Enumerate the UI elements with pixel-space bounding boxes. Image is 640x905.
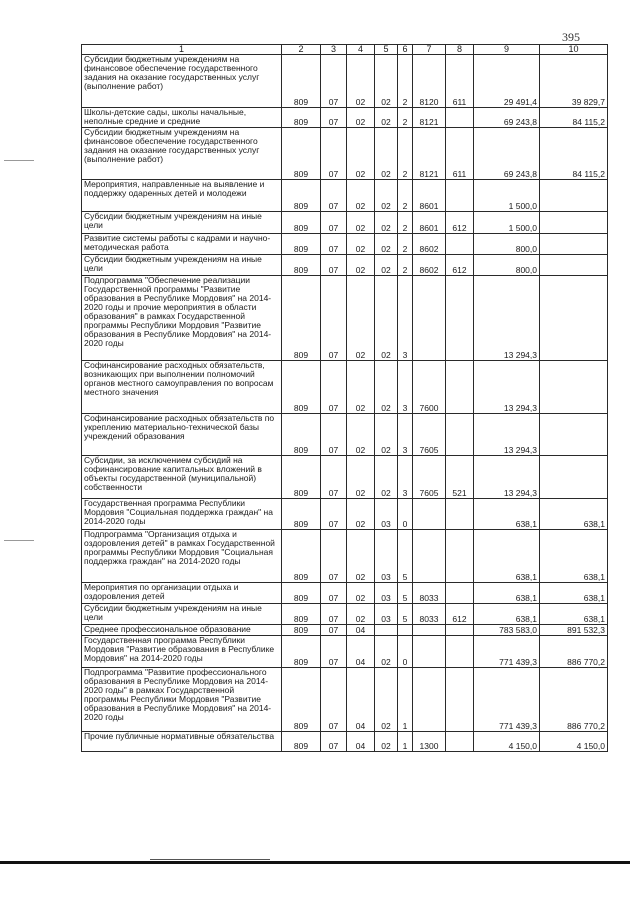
amount-year-1-cell: 771 439,3 — [474, 668, 540, 732]
margin-mark — [4, 540, 34, 541]
expense-type-cell — [446, 625, 474, 636]
amount-year-2-cell — [540, 180, 608, 212]
table-row — [82, 530, 608, 583]
expense-type-cell — [446, 583, 474, 604]
expense-type-cell — [446, 361, 474, 414]
target-item-cell: 8601 — [413, 180, 446, 212]
program-code-cell: 02 — [375, 180, 398, 212]
expense-type-cell — [446, 108, 474, 128]
table-row — [82, 625, 608, 636]
amount-year-2-cell — [540, 361, 608, 414]
table-header-row — [82, 45, 608, 55]
subsection-code-cell: 04 — [347, 668, 375, 732]
subprogram-code-cell: 5 — [398, 583, 413, 604]
organization-code-cell: 809 — [282, 456, 321, 499]
expense-name-cell: Государственная программа Республики Мордовия "Социальная поддержка граждан" на 2014-2020 годы — [82, 499, 282, 530]
subprogram-code-cell: 3 — [398, 456, 413, 499]
section-code-cell: 07 — [321, 234, 347, 255]
amount-year-1-cell: 4 150,0 — [474, 732, 540, 752]
amount-year-1-cell: 13 294,3 — [474, 361, 540, 414]
organization-code-cell: 809 — [282, 668, 321, 732]
expense-name-cell: Субсидии бюджетным учреждениям на финансовое обеспечение государственного задания на оказание государственных услуг (выполнение работ) — [82, 55, 282, 108]
amount-year-1-cell: 13 294,3 — [474, 456, 540, 499]
table-row — [82, 414, 608, 456]
target-item-cell: 8121 — [413, 108, 446, 128]
subsection-code-cell: 02 — [347, 361, 375, 414]
organization-code-cell: 809 — [282, 180, 321, 212]
table-row — [82, 234, 608, 255]
table-row — [82, 583, 608, 604]
program-code-cell: 02 — [375, 636, 398, 668]
expense-name-cell: Развитие системы работы с кадрами и научно-методическая работа — [82, 234, 282, 255]
expense-name-cell: Субсидии бюджетным учреждениям на финансовое обеспечение государственного задания на оказание государственных услуг (выполнение работ) — [82, 128, 282, 180]
amount-year-2-cell: 638,1 — [540, 604, 608, 625]
organization-code-cell: 809 — [282, 234, 321, 255]
organization-code-cell: 809 — [282, 583, 321, 604]
target-item-cell: 8120 — [413, 55, 446, 108]
subsection-code-cell: 04 — [347, 625, 375, 636]
subprogram-code-cell: 1 — [398, 732, 413, 752]
program-code-cell: 02 — [375, 276, 398, 361]
program-code-cell: 03 — [375, 583, 398, 604]
subprogram-code-cell: 2 — [398, 234, 413, 255]
column-header: 3 — [321, 45, 347, 55]
subprogram-code-cell: 2 — [398, 55, 413, 108]
expense-name-cell: Софинансирование расходных обязательств, возникающих при выполнении полномочий органов местного самоуправления по вопросам местного значения — [82, 361, 282, 414]
amount-year-2-cell: 886 770,2 — [540, 668, 608, 732]
expense-type-cell: 612 — [446, 212, 474, 234]
target-item-cell: 8033 — [413, 604, 446, 625]
expense-name-cell: Софинансирование расходных обязательств по укреплению материально-технической базы учреждений образования — [82, 414, 282, 456]
program-code-cell: 02 — [375, 128, 398, 180]
amount-year-2-cell: 638,1 — [540, 583, 608, 604]
expense-name-cell: Мероприятия, направленные на выявление и поддержку одаренных детей и молодежи — [82, 180, 282, 212]
amount-year-2-cell: 638,1 — [540, 530, 608, 583]
expense-name-cell: Субсидии бюджетным учреждениям на иные цели — [82, 604, 282, 625]
section-code-cell: 07 — [321, 128, 347, 180]
table-row — [82, 55, 608, 108]
amount-year-1-cell: 638,1 — [474, 499, 540, 530]
subprogram-code-cell: 5 — [398, 530, 413, 583]
program-code-cell: 02 — [375, 234, 398, 255]
column-header: 5 — [375, 45, 398, 55]
table-row — [82, 499, 608, 530]
program-code-cell: 03 — [375, 530, 398, 583]
organization-code-cell: 809 — [282, 108, 321, 128]
target-item-cell: 8602 — [413, 255, 446, 276]
program-code-cell: 02 — [375, 55, 398, 108]
column-header: 10 — [540, 45, 608, 55]
section-code-cell: 07 — [321, 456, 347, 499]
subsection-code-cell: 02 — [347, 583, 375, 604]
section-code-cell: 07 — [321, 530, 347, 583]
target-item-cell: 8033 — [413, 583, 446, 604]
target-item-cell: 8602 — [413, 234, 446, 255]
section-code-cell: 07 — [321, 361, 347, 414]
amount-year-2-cell: 4 150,0 — [540, 732, 608, 752]
program-code-cell: 02 — [375, 108, 398, 128]
subprogram-code-cell — [398, 625, 413, 636]
subprogram-code-cell: 3 — [398, 414, 413, 456]
program-code-cell: 02 — [375, 732, 398, 752]
amount-year-1-cell: 69 243,8 — [474, 108, 540, 128]
target-item-cell: 1300 — [413, 732, 446, 752]
expense-type-cell: 612 — [446, 255, 474, 276]
subsection-code-cell: 02 — [347, 414, 375, 456]
organization-code-cell: 809 — [282, 128, 321, 180]
amount-year-1-cell: 1 500,0 — [474, 180, 540, 212]
amount-year-1-cell: 638,1 — [474, 604, 540, 625]
amount-year-1-cell: 783 583,0 — [474, 625, 540, 636]
amount-year-1-cell: 29 491,4 — [474, 55, 540, 108]
amount-year-1-cell: 638,1 — [474, 530, 540, 583]
amount-year-1-cell: 771 439,3 — [474, 636, 540, 668]
organization-code-cell: 809 — [282, 414, 321, 456]
target-item-cell: 7605 — [413, 414, 446, 456]
expense-type-cell: 611 — [446, 55, 474, 108]
organization-code-cell: 809 — [282, 212, 321, 234]
section-code-cell: 07 — [321, 108, 347, 128]
organization-code-cell: 809 — [282, 276, 321, 361]
table-row — [82, 361, 608, 414]
amount-year-1-cell: 800,0 — [474, 234, 540, 255]
amount-year-2-cell: 39 829,7 — [540, 55, 608, 108]
section-code-cell: 07 — [321, 414, 347, 456]
subprogram-code-cell: 0 — [398, 499, 413, 530]
subsection-code-cell: 02 — [347, 212, 375, 234]
subprogram-code-cell: 2 — [398, 108, 413, 128]
amount-year-1-cell: 13 294,3 — [474, 414, 540, 456]
expense-name-cell: Подпрограмма "Организация отдыха и оздоровления детей" в рамках Государственной программы Республики Мордовия "Социальная поддержка граждан" на 2014-2020 годы — [82, 530, 282, 583]
program-code-cell: 02 — [375, 361, 398, 414]
scan-streak — [150, 859, 270, 860]
expense-name-cell: Государственная программа Республики Мордовия "Развитие образования в Республике Мордовия" на 2014-2020 годы — [82, 636, 282, 668]
section-code-cell: 07 — [321, 583, 347, 604]
section-code-cell: 07 — [321, 255, 347, 276]
expense-type-cell — [446, 636, 474, 668]
amount-year-2-cell — [540, 276, 608, 361]
amount-year-2-cell — [540, 414, 608, 456]
margin-mark — [4, 160, 34, 161]
organization-code-cell: 809 — [282, 636, 321, 668]
table-row — [82, 108, 608, 128]
amount-year-2-cell — [540, 212, 608, 234]
subprogram-code-cell: 2 — [398, 212, 413, 234]
expense-type-cell — [446, 732, 474, 752]
table-row — [82, 456, 608, 499]
target-item-cell: 7600 — [413, 361, 446, 414]
expense-name-cell: Субсидии, за исключением субсидий на софинансирование капитальных вложений в объекты государственной (муниципальной) собственности — [82, 456, 282, 499]
amount-year-1-cell: 69 243,8 — [474, 128, 540, 180]
expense-name-cell: Прочие публичные нормативные обязательства — [82, 732, 282, 752]
program-code-cell: 03 — [375, 499, 398, 530]
amount-year-1-cell: 638,1 — [474, 583, 540, 604]
table-row — [82, 636, 608, 668]
expense-type-cell: 521 — [446, 456, 474, 499]
organization-code-cell: 809 — [282, 732, 321, 752]
organization-code-cell: 809 — [282, 255, 321, 276]
column-header: 9 — [474, 45, 540, 55]
amount-year-2-cell — [540, 234, 608, 255]
subprogram-code-cell: 1 — [398, 668, 413, 732]
program-code-cell: 02 — [375, 456, 398, 499]
subprogram-code-cell: 5 — [398, 604, 413, 625]
expense-name-cell: Субсидии бюджетным учреждениям на иные цели — [82, 255, 282, 276]
column-header: 4 — [347, 45, 375, 55]
column-header: 1 — [82, 45, 282, 55]
subsection-code-cell: 02 — [347, 108, 375, 128]
section-code-cell: 07 — [321, 499, 347, 530]
section-code-cell: 07 — [321, 732, 347, 752]
program-code-cell: 02 — [375, 255, 398, 276]
amount-year-1-cell: 800,0 — [474, 255, 540, 276]
program-code-cell: 02 — [375, 668, 398, 732]
expense-type-cell — [446, 530, 474, 583]
program-code-cell: 02 — [375, 212, 398, 234]
table-row — [82, 180, 608, 212]
section-code-cell: 07 — [321, 276, 347, 361]
expense-type-cell: 611 — [446, 128, 474, 180]
amount-year-2-cell: 84 115,2 — [540, 108, 608, 128]
table-row — [82, 276, 608, 361]
target-item-cell — [413, 499, 446, 530]
section-code-cell: 07 — [321, 636, 347, 668]
column-header: 8 — [446, 45, 474, 55]
expense-type-cell — [446, 276, 474, 361]
subprogram-code-cell: 2 — [398, 180, 413, 212]
subsection-code-cell: 02 — [347, 180, 375, 212]
subsection-code-cell: 02 — [347, 276, 375, 361]
table-row — [82, 732, 608, 752]
table-row — [82, 255, 608, 276]
expense-name-cell: Мероприятия по организации отдыха и оздоровления детей — [82, 583, 282, 604]
target-item-cell — [413, 530, 446, 583]
target-item-cell: 8601 — [413, 212, 446, 234]
amount-year-2-cell — [540, 456, 608, 499]
amount-year-2-cell: 891 532,3 — [540, 625, 608, 636]
program-code-cell: 03 — [375, 604, 398, 625]
expense-type-cell — [446, 414, 474, 456]
subsection-code-cell: 02 — [347, 604, 375, 625]
expense-type-cell — [446, 234, 474, 255]
subsection-code-cell: 04 — [347, 636, 375, 668]
target-item-cell — [413, 668, 446, 732]
table-row — [82, 128, 608, 180]
expense-type-cell — [446, 499, 474, 530]
section-code-cell: 07 — [321, 55, 347, 108]
expense-type-cell: 612 — [446, 604, 474, 625]
column-header: 6 — [398, 45, 413, 55]
column-header: 2 — [282, 45, 321, 55]
column-header: 7 — [413, 45, 446, 55]
amount-year-2-cell — [540, 255, 608, 276]
subsection-code-cell: 02 — [347, 128, 375, 180]
table-row — [82, 604, 608, 625]
organization-code-cell: 809 — [282, 55, 321, 108]
organization-code-cell: 809 — [282, 499, 321, 530]
subsection-code-cell: 02 — [347, 234, 375, 255]
expense-name-cell: Среднее профессиональное образование — [82, 625, 282, 636]
amount-year-2-cell: 84 115,2 — [540, 128, 608, 180]
subprogram-code-cell: 3 — [398, 361, 413, 414]
subsection-code-cell: 04 — [347, 732, 375, 752]
subprogram-code-cell: 0 — [398, 636, 413, 668]
subsection-code-cell: 02 — [347, 255, 375, 276]
section-code-cell: 07 — [321, 625, 347, 636]
table-row — [82, 212, 608, 234]
subsection-code-cell: 02 — [347, 499, 375, 530]
expense-name-cell: Школы-детские сады, школы начальные, неполные средние и средние — [82, 108, 282, 128]
subsection-code-cell: 02 — [347, 456, 375, 499]
scan-edge-bar — [0, 861, 630, 864]
organization-code-cell: 809 — [282, 530, 321, 583]
amount-year-1-cell: 1 500,0 — [474, 212, 540, 234]
expense-name-cell: Подпрограмма "Развитие профессионального образования в Республике Мордовия на 2014-2020 годы" в рамках Государственной программы Республики Мордовия "Развитие образования в Республике Мордовия" на 2014-2020 годы — [82, 668, 282, 732]
expense-type-cell — [446, 668, 474, 732]
target-item-cell — [413, 636, 446, 668]
section-code-cell: 07 — [321, 212, 347, 234]
program-code-cell — [375, 625, 398, 636]
page-number: 395 — [562, 30, 580, 44]
expense-type-cell — [446, 180, 474, 212]
target-item-cell — [413, 276, 446, 361]
target-item-cell: 8121 — [413, 128, 446, 180]
subsection-code-cell: 02 — [347, 55, 375, 108]
expense-name-cell: Субсидии бюджетным учреждениям на иные цели — [82, 212, 282, 234]
section-code-cell: 07 — [321, 668, 347, 732]
amount-year-1-cell: 13 294,3 — [474, 276, 540, 361]
target-item-cell: 7605 — [413, 456, 446, 499]
target-item-cell — [413, 625, 446, 636]
amount-year-2-cell: 638,1 — [540, 499, 608, 530]
subprogram-code-cell: 2 — [398, 255, 413, 276]
section-code-cell: 07 — [321, 604, 347, 625]
budget-table — [81, 44, 608, 752]
subprogram-code-cell: 3 — [398, 276, 413, 361]
section-code-cell: 07 — [321, 180, 347, 212]
program-code-cell: 02 — [375, 414, 398, 456]
organization-code-cell: 809 — [282, 604, 321, 625]
organization-code-cell: 809 — [282, 361, 321, 414]
table-row — [82, 668, 608, 732]
subsection-code-cell: 02 — [347, 530, 375, 583]
amount-year-2-cell: 886 770,2 — [540, 636, 608, 668]
subprogram-code-cell: 2 — [398, 128, 413, 180]
organization-code-cell: 809 — [282, 625, 321, 636]
expense-name-cell: Подпрограмма "Обеспечение реализации Государственной программы "Развитие образования в Республике Мордовия" на 2014-2020 годы и прочие мероприятия в области образования" в рамках Государственной программы Республики Мордовия "Развитие образования в Республике Мордовия" на 2014-2020 годы — [82, 276, 282, 361]
